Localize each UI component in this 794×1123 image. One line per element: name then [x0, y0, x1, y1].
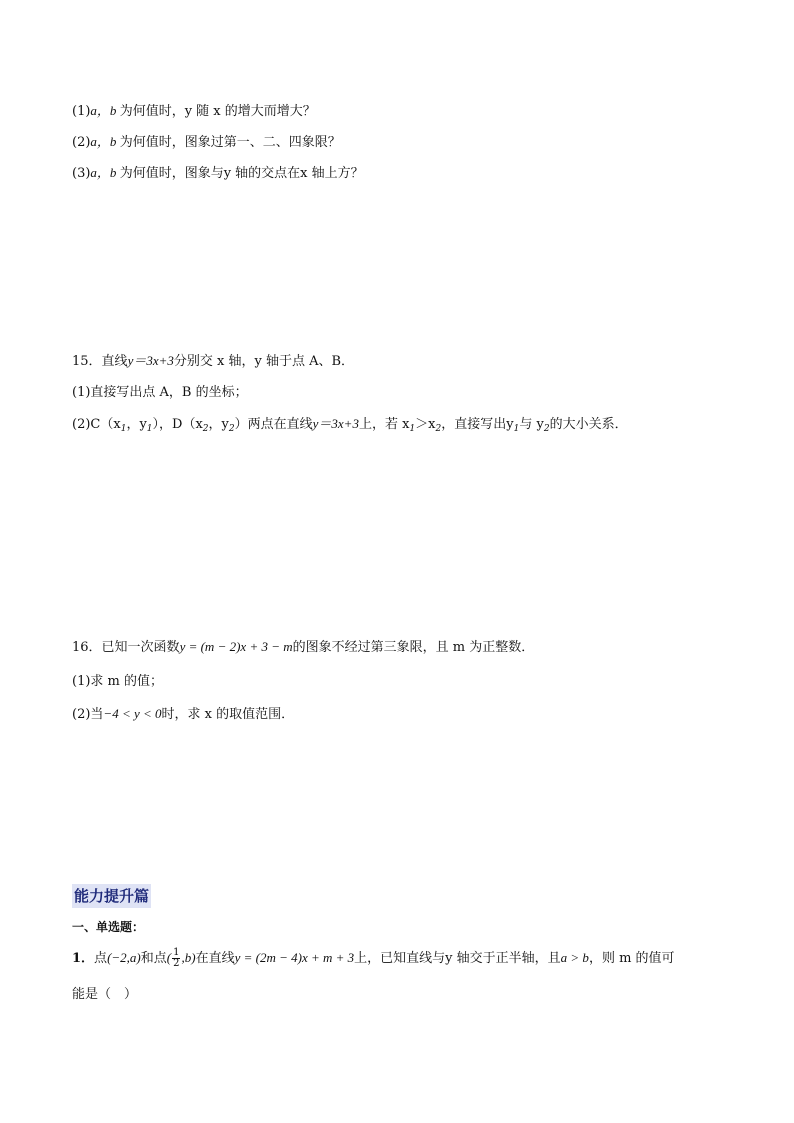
part-text: ）两点在直线 [234, 417, 313, 432]
stem-text: 点 [94, 951, 108, 966]
stem-text: 已知一次函数 [101, 640, 180, 655]
part-text: ，直接写出y [441, 417, 514, 432]
part-prefix: (2) [72, 135, 91, 150]
part-text: (2)C（x [72, 417, 121, 432]
subscript: 1 [146, 424, 153, 434]
q1-line2 [72, 986, 137, 1004]
stem-text: 和点 [140, 951, 167, 966]
stem-text: 直线 [101, 354, 128, 369]
variables-ab: a，b [90, 134, 120, 149]
question-number: 15． [72, 354, 102, 369]
equation: y＝3x+3 [312, 416, 359, 431]
q15-stem [72, 352, 354, 371]
part-text: ），D（x [152, 417, 203, 432]
q15-part1 [72, 384, 248, 402]
equation: y＝3x+3 [127, 353, 174, 368]
part-text: (2)当 [72, 707, 104, 722]
fraction [172, 948, 180, 969]
part-text: 为何值时，图象过第一、二、四象限？ [119, 135, 341, 150]
part-text: 为何值时，图象与y 轴的交点在x 轴上方？ [119, 166, 364, 181]
stem-text: 上，已知直线与y 轴交于正半轴，且 [354, 951, 561, 966]
subscript: 1 [409, 424, 416, 434]
stem-text: ，则 m 的值可 [588, 951, 675, 966]
part-text: ，y [126, 417, 147, 432]
stem-text: 能是（ ） [72, 987, 138, 1002]
part-text: (1)求 m 的值； [72, 674, 164, 689]
subscript: 1 [513, 424, 520, 434]
section-subtitle: 一、单选题： [72, 920, 145, 934]
section-title: 能力提升篇 [72, 884, 151, 908]
question-number: 1． [72, 951, 95, 966]
part-text: 为何值时，y 随 x 的增大而增大？ [119, 104, 316, 119]
q1-stem [72, 948, 675, 969]
inequality: a > b [560, 950, 589, 965]
part-prefix: (1) [72, 104, 91, 119]
fraction-denominator: 2 [173, 958, 180, 969]
equation: y = (2m − 4)x + m + 3 [234, 950, 355, 965]
part-text: (1)直接写出点 A，B 的坐标； [72, 385, 248, 400]
part-prefix: (3) [72, 166, 91, 181]
q14-part1 [72, 102, 316, 121]
q16-part1 [72, 673, 163, 691]
fraction-numerator: 1 [173, 947, 180, 958]
inequality: −4 < y < 0 [103, 706, 162, 721]
point-open: ( [166, 950, 172, 965]
part-text: 的大小关系． [549, 417, 628, 432]
subscript: 2 [202, 424, 209, 434]
stem-text: 的图象不经过第三象限，且 m 为正整数． [292, 640, 535, 655]
stem-text: 分别交 x 轴，y 轴于点 A、B． [173, 354, 355, 369]
q16-stem [72, 638, 534, 657]
part-text: 时，求 x 的取值范围． [161, 707, 295, 722]
part-text: ＞x [415, 417, 436, 432]
point: (−2,a) [107, 950, 141, 965]
stem-text: 在直线 [195, 951, 235, 966]
subscript: 2 [435, 424, 442, 434]
point-close: ,b) [181, 950, 196, 965]
part-text: 与 y [519, 417, 544, 432]
q14-part2 [72, 133, 341, 152]
subscript: 1 [120, 424, 127, 434]
q14-part3 [72, 164, 364, 183]
q15-part2 [72, 415, 628, 438]
part-text: ，y [208, 417, 229, 432]
subscript: 2 [543, 424, 550, 434]
equation: y = (m − 2)x + 3 − m [179, 639, 293, 654]
question-number: 16． [72, 640, 102, 655]
q16-part2 [72, 705, 294, 724]
part-text: 上，若 x [358, 417, 410, 432]
subscript: 2 [228, 424, 235, 434]
variables-ab: a，b [90, 165, 120, 180]
variables-ab: a，b [90, 103, 120, 118]
